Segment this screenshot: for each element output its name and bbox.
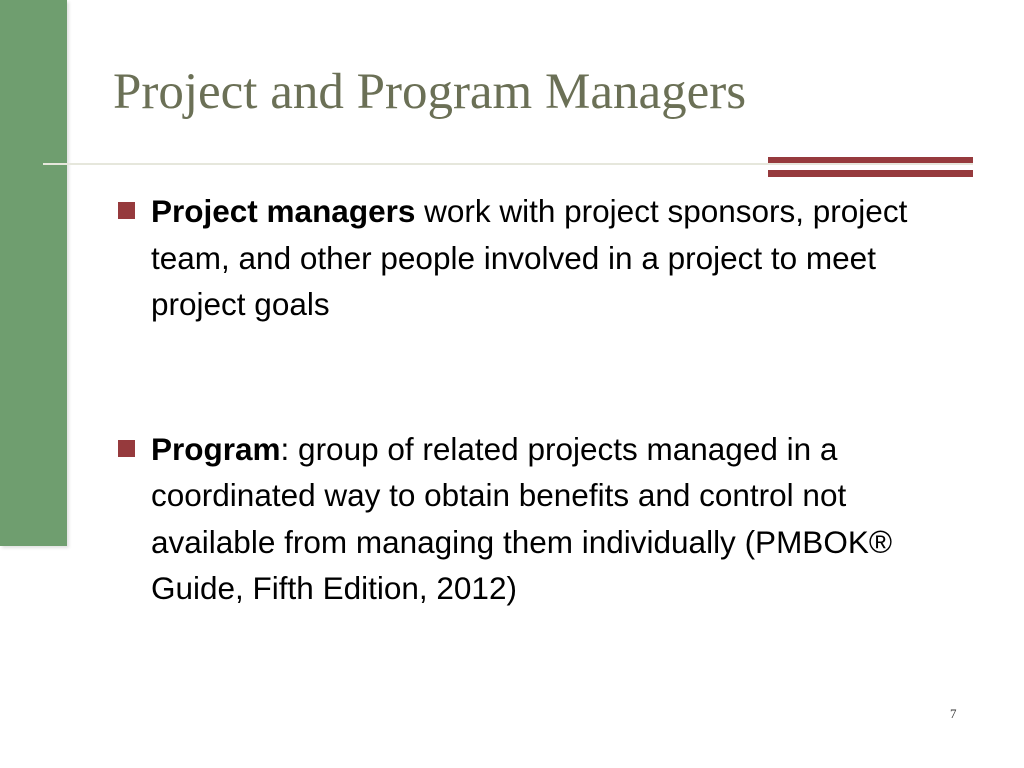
- side-band-decoration: [0, 0, 67, 546]
- bullet-text: [151, 193, 907, 322]
- accent-bar-top: [768, 157, 973, 163]
- bullet-term: Project managers: [151, 193, 416, 229]
- square-bullet-icon: [118, 440, 135, 457]
- accent-bar-bottom: [768, 170, 973, 177]
- bullet-description: : group of related projects managed in a coordinated way to obtain benefits and control not available from managing them individually (PMBOK® Guide, Fifth Edition, 2012): [151, 430, 893, 606]
- slide-title: Project and Program Managers: [113, 64, 747, 120]
- bullet-list: [118, 188, 968, 612]
- bullet-text: [151, 431, 892, 607]
- slide-number: 7: [950, 706, 957, 721]
- square-bullet-icon: [118, 202, 135, 219]
- title-divider: [43, 163, 973, 165]
- bullet-item-program: [118, 426, 968, 612]
- bullet-description: work with project sponsors, project team, and other people involved in a project to meet project goals: [151, 193, 908, 322]
- bullet-item-project-managers: [118, 188, 968, 328]
- bullet-term: Program: [151, 430, 281, 467]
